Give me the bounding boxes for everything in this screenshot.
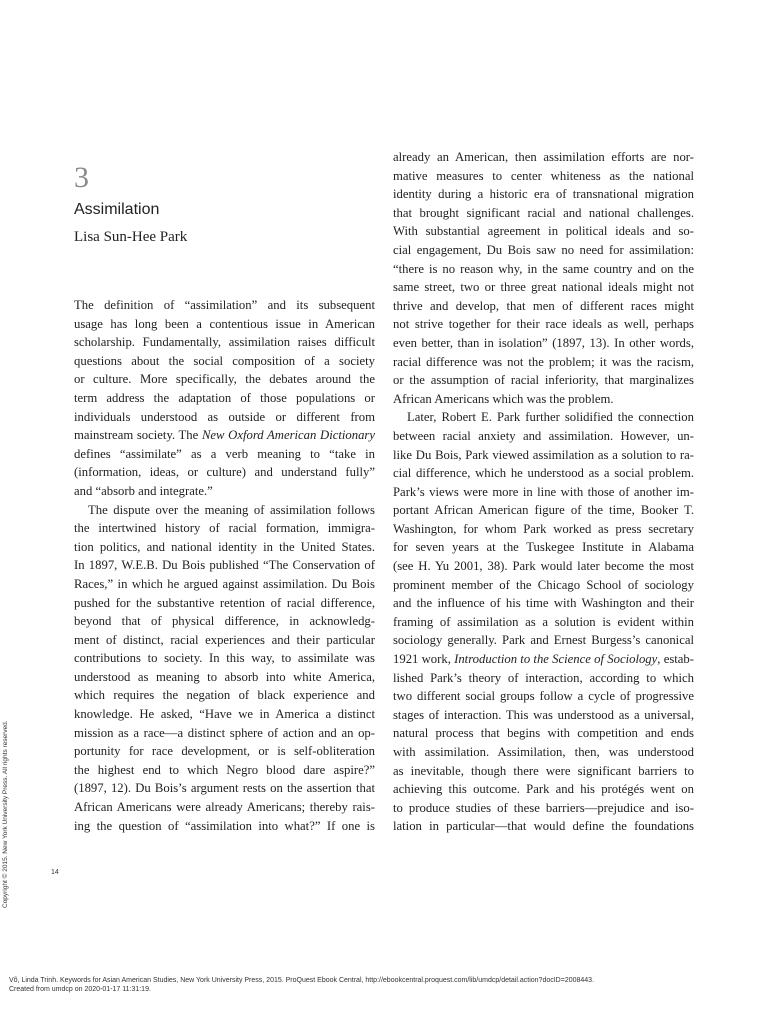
text-line: cial difference, which he understood as a social problem. [393,466,694,481]
text-line: (see H. Yu 2001, 38). Park would later become the most [393,559,694,574]
text-line: Washington, for whom Park worked as press secretary [393,521,694,536]
text-line: portunity for race development, or is self-obliteration [74,744,375,759]
text-line: stages of interaction. This was understood as a universal, [393,707,694,722]
text-line: questions about the social composition of a society [74,353,375,368]
text-line: and “absorb and integrate.” [74,483,213,498]
text-line: between racial anxiety and assimilation. However, un- [393,428,694,443]
text-line: sociology generally. Park and Ernest Burgess’s canonical [393,633,694,648]
text-line: lished Park’s theory of interaction, according to which [393,670,694,685]
text-line: 1921 work, Introduction to the Science of Sociology, estab- [393,652,694,667]
text-line: African Americans were already Americans; thereby rais- [74,800,375,815]
text-line: (information, ideas, or culture) and understand fully” [74,465,375,480]
text-line: which requires the negation of black experience and [74,688,375,703]
chapter-number: 3 [74,161,89,194]
text-line: Later, Robert E. Park further solidified the connection [407,410,694,425]
text-line: identity during a historic era of transnational migration [393,187,694,202]
text-line: ing the question of “assimilation into what?” If one is [74,818,375,833]
footer-created: Created from umdcp on 2020-01-17 11:31:19. [9,986,151,993]
text-line: already an American, then assimilation efforts are nor- [393,150,694,164]
text-line: term address the adaptation of those populations or [74,390,375,405]
text-line: same street, two or three great national ideals might not [393,280,694,295]
chapter-title: Assimilation [74,201,160,218]
text-line: cial engagement, Du Bois saw no need for assimilation: [393,242,694,257]
text-line: thrive and develop, that men of different races might [393,298,694,313]
text-line: that brought significant racial and national challenges. [393,205,694,220]
text-line: racial difference was not the problem; it was the racism, [393,354,694,369]
text-line: prominent member of the Chicago School of sociology [393,577,694,592]
body-column-left [74,296,375,835]
text-line: The definition of “assimilation” and its subsequent [74,298,375,312]
text-line: as inevitable, though there were significant barriers to [393,763,694,778]
page-number: 14 [51,869,59,876]
text-line: mative measures to center whiteness as the national [393,168,694,183]
text-line: usage has long been a contentious issue in American [74,316,375,331]
text-line: ment of distinct, racial experiences and their particular [74,632,375,647]
text-line: or the assumption of racial inferiority, that marginalizes [393,373,694,388]
text-line: tion politics, and national identity in the United States. [74,539,375,554]
text-line: framing of assimilation as a solution is evident within [393,614,694,629]
text-line: the intertwined history of racial formation, immigra- [74,521,375,536]
text-line: achieving this outcome. Park and his protégés went on [393,782,694,797]
text-line: Park’s views were more in line with those of another im- [393,484,694,499]
text-line: portant African American figure of the time, Booker T. [393,503,694,518]
footer [9,976,749,994]
text-line: individuals understood as outside or different from [74,409,375,424]
text-line: not strive together for their race ideals as well, perhaps [393,317,694,332]
text-line: mainstream society. The New Oxford American Dictionary [74,428,375,443]
text-line: or culture. More specifically, the debates around the [74,372,375,387]
chapter-author: Lisa Sun-Hee Park [74,229,188,245]
text-line: like Du Bois, Park viewed assimilation as a solution to ra- [393,447,694,462]
text-line: The dispute over the meaning of assimilation follows [88,502,375,517]
text-line: mission as a race—a distinct sphere of action and an op- [74,725,375,740]
text-line: pushed for the substantive retention of racial difference, [74,595,375,610]
text-line: even better, than in isolation” (1897, 13). In other words, [393,335,694,350]
text-line: With substantial agreement in political ideals and so- [393,224,694,239]
text-line: for seven years at the Tuskegee Institute in Alabama [393,540,694,555]
text-line: natural process that begins with competition and ends [393,726,694,741]
text-line: African Americans which was the problem. [393,391,614,406]
text-line: contributions to society. In this way, to assimilate was [74,651,375,666]
body-column-right [393,148,694,836]
text-line: Races,” in which he argued against assimilation. Du Bois [74,576,375,591]
text-line: scholarship. Fundamentally, assimilation raises difficult [74,335,375,350]
text-line: “there is no reason why, in the same country and on the [393,261,694,276]
copyright-notice: Copyright © 2015. New York University Press. All rights reserved. [2,720,9,908]
text-line: to produce studies of these barriers—prejudice and iso- [393,800,694,815]
footer-citation: Võ, Linda Trinh. Keywords for Asian American Studies, New York University Press, 2015. ProQuest Ebook Central, http://ebookcentral.proquest.com/lib/umdcp/detail.action?docID=2008443. [9,977,595,984]
text-line: In 1897, W.E.B. Du Bois published “The Conservation of [74,558,375,573]
text-line: defines “assimilate” as a verb meaning to “take in [74,446,375,461]
text-line: understood as meaning to absorb into white America, [74,669,375,684]
text-line: beyond that of physical difference, in acknowledg- [74,614,375,629]
text-line: two different social groups follow a cycle of progressive [393,689,694,704]
text-line: and the influence of his time with Washington and their [393,596,694,611]
text-line: lation in particular—that would define the foundations [393,819,694,834]
text-line: (1897, 12). Du Bois’s argument rests on the assertion that [74,781,375,796]
text-line: with assimilation. Assimilation, then, was understood [393,745,694,759]
text-line: the highest end to which Negro blood dare aspire?” [74,762,375,777]
text-line: knowledge. He asked, “Have we in America a distinct [74,707,375,722]
